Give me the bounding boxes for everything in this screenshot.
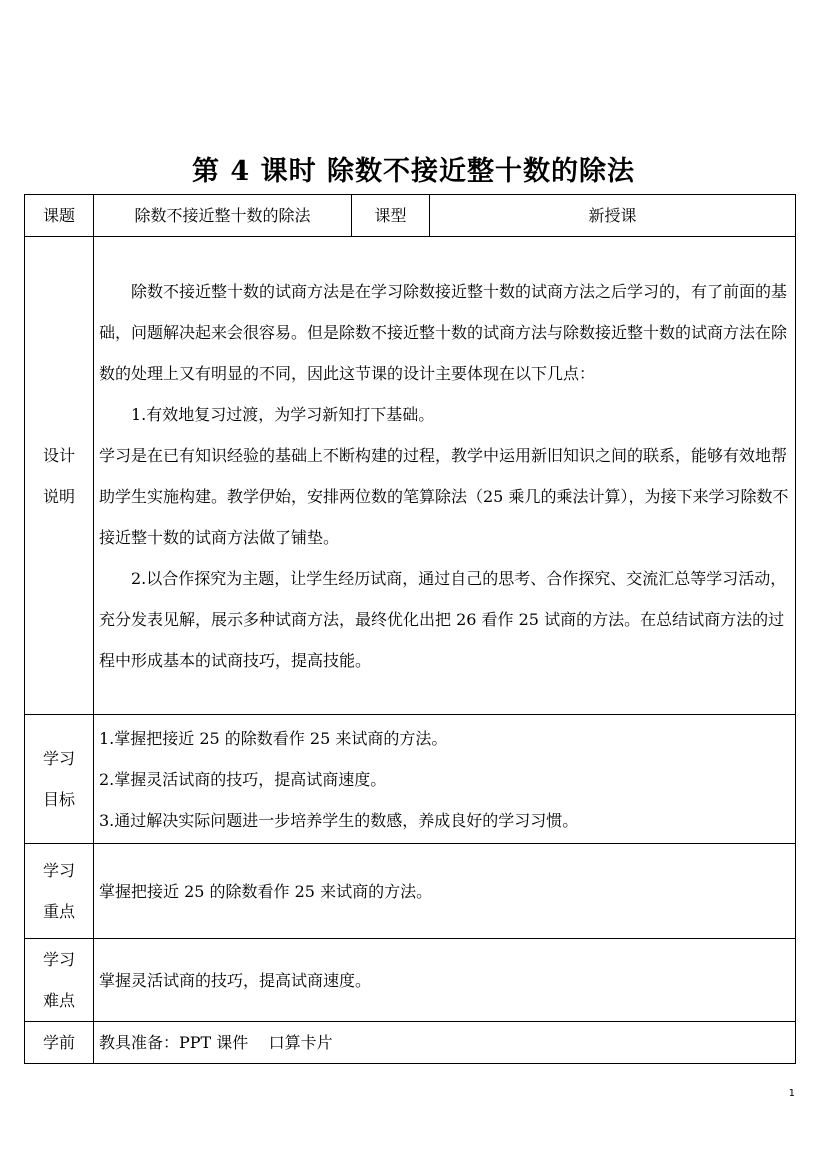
focus-label-line1: 学习 <box>42 861 75 880</box>
goals-label-line2: 目标 <box>42 790 75 809</box>
difficulty-text: 掌握灵活试商的技巧，提高试商速度。 <box>94 939 796 1022</box>
difficulty-label-line2: 难点 <box>42 991 75 1010</box>
goal-item: 3.通过解决实际问题进一步培养学生的数感，养成良好的学习习惯。 <box>99 810 579 830</box>
design-content <box>94 237 796 715</box>
design-label <box>25 237 94 715</box>
design-paragraph: 除数不接近整十数的试商方法是在学习除数接近整十数的试商方法之后学习的，有了前面的基础，问题解决起来会很容易。但是除数不接近整十数的试商方法与除数接近整十数的试商方法在除数的处理上又有明显的不同，因此这节课的设计主要体现在以下几点： <box>99 281 788 383</box>
goals-label <box>25 715 94 844</box>
table-row-prep <box>25 1022 796 1064</box>
goal-item: 2.掌握灵活试商的技巧，提高试商速度。 <box>99 769 387 789</box>
design-paragraph: 学习是在已有知识经验的基础上不断构建的过程，教学中运用新旧知识之间的联系，能够有效地帮助学生实施构建。教学伊始，安排两位数的笔算除法（25 乘几的乘法计算），为接下来学习除数不接近整十数的试商方法做了铺垫。 <box>99 445 789 547</box>
type-label: 课型 <box>352 195 430 237</box>
table-row-focus <box>25 844 796 939</box>
table-row-goals <box>25 715 796 844</box>
table-row-difficulty <box>25 939 796 1022</box>
topic-value: 除数不接近整十数的除法 <box>94 195 352 237</box>
prep-label: 学前 <box>25 1022 94 1064</box>
focus-label <box>25 844 94 939</box>
prep-text: 教具准备：PPT 课件 口算卡片 <box>94 1022 796 1064</box>
lesson-plan-table <box>24 194 796 1064</box>
table-row-topic <box>25 195 796 237</box>
table-row-design <box>25 237 796 715</box>
page-number: 1 <box>788 1088 795 1099</box>
design-label-line1: 设计 <box>42 445 75 465</box>
design-label-line2: 说明 <box>42 486 75 506</box>
focus-label-line2: 重点 <box>42 902 75 921</box>
difficulty-label-line1: 学习 <box>42 950 75 969</box>
goal-item: 1.掌握把接近 25 的除数看作 25 来试商的方法。 <box>99 728 448 748</box>
difficulty-label <box>25 939 94 1022</box>
topic-label: 课题 <box>25 195 94 237</box>
type-value: 新授课 <box>430 195 796 237</box>
design-point-heading: 1.有效地复习过渡，为学习新知打下基础。 <box>131 404 435 424</box>
goals-label-line1: 学习 <box>42 749 75 768</box>
goals-content <box>94 715 796 844</box>
focus-text: 掌握把接近 25 的除数看作 25 来试商的方法。 <box>94 844 796 939</box>
design-point-heading: 2.以合作探究为主题，让学生经历试商，通过自己的思考、合作探究、交流汇总等学习活动，充分发表见解，展示多种试商方法，最终优化出把 26 看作 25 试商的方法。在总结试商方法的过程中形成基本的试商技巧，提高技能。 <box>99 568 787 670</box>
page-title: 第 4 课时 除数不接近整十数的除法 <box>192 156 635 187</box>
